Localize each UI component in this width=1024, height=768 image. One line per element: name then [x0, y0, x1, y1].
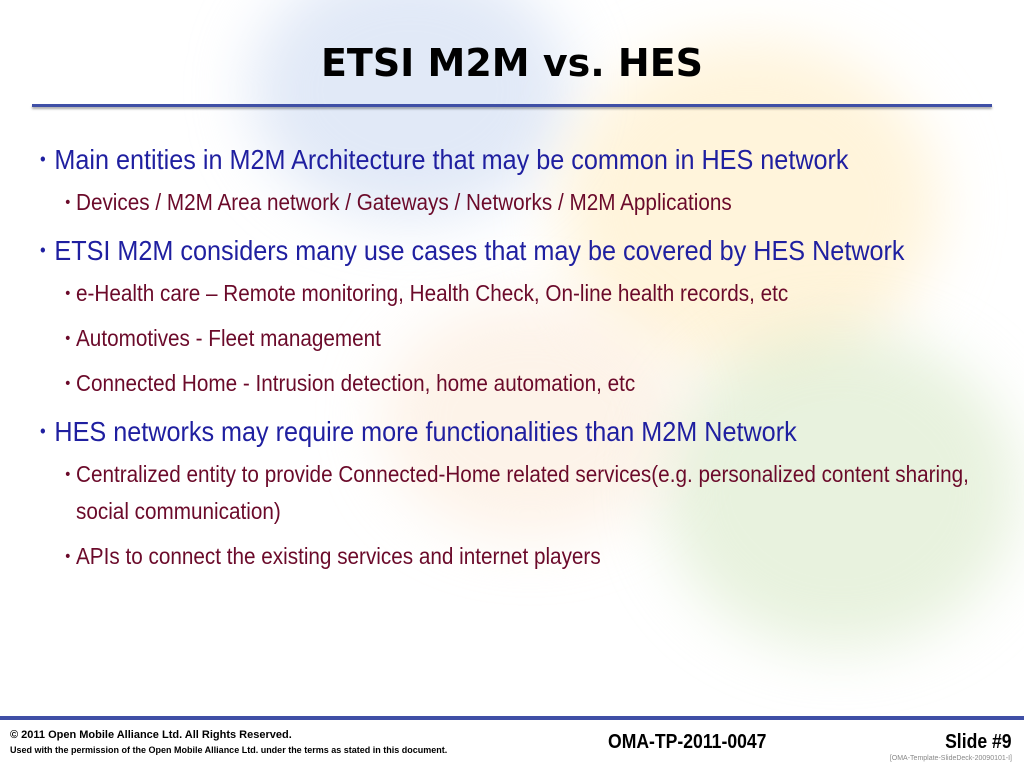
sub-bullet-apis: • APIs to connect the existing services and internet players [40, 538, 1012, 575]
footer-slide-number: Slide #9 [945, 731, 1012, 753]
slide-body [40, 138, 990, 583]
sub-bullet-centralized-entity: • Centralized entity to provide Connected-Home related services(e.g. personalized content sharing, social communication) [40, 456, 1012, 530]
slide-title: ETSI M2M vs. HES [320, 41, 704, 85]
sub-bullet-connected-home: • Connected Home - Intrusion detection, home automation, etc [40, 365, 1012, 402]
sub-bullet-automotives: • Automotives - Fleet management [40, 320, 1012, 357]
bullet-main-entities: • Main entities in M2M Architecture that may be common in HES network [40, 138, 995, 181]
footer-copyright: © 2011 Open Mobile Alliance Ltd. All Rights Reserved. [10, 729, 292, 741]
sub-bullet-ehealth: • e-Health care – Remote monitoring, Health Check, On-line health records, etc [40, 275, 1012, 312]
title-divider [32, 104, 992, 107]
footer-template-id: [OMA-Template-SlideDeck-20090101-I] [889, 755, 1012, 762]
footer-document-id: OMA-TP-2011-0047 [608, 731, 767, 753]
bullet-use-cases: • ETSI M2M considers many use cases that may be covered by HES Network [40, 229, 995, 272]
footer-divider [0, 716, 1024, 720]
footer-permission: Used with the permission of the Open Mobile Alliance Ltd. under the terms as stated in this document. [10, 745, 448, 755]
sub-bullet-entities-list: • Devices / M2M Area network / Gateways / Networks / M2M Applications [40, 184, 1012, 221]
bullet-hes-functionalities: • HES networks may require more functionalities than M2M Network [40, 410, 995, 453]
